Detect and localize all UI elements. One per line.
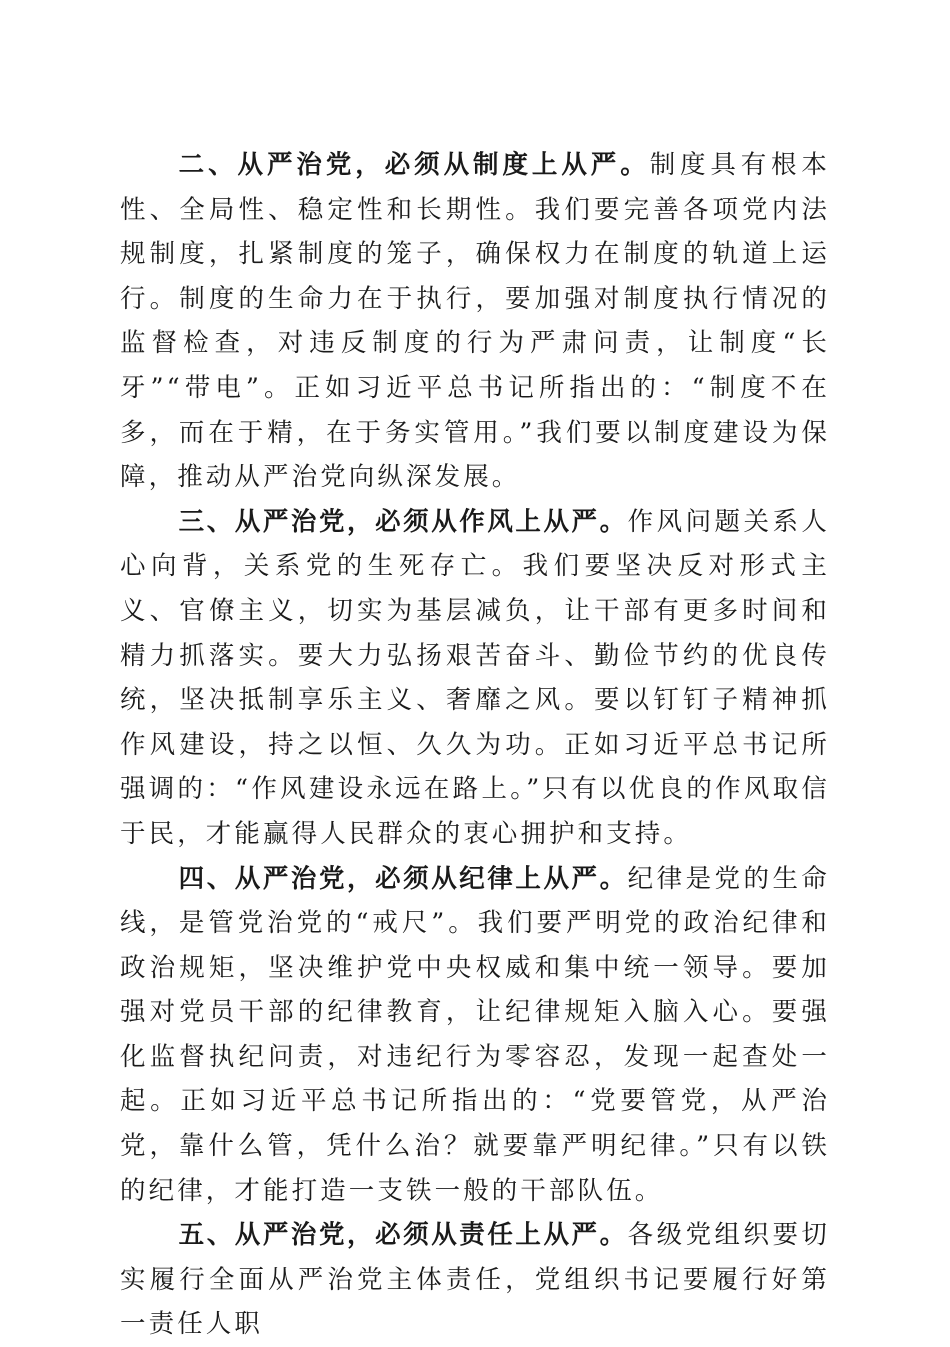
paragraph-text: 作风问题关系人心向背，关系党的生死存亡。我们要坚决反对形式主义、官僚主义，切实为基层减负，让干部有更多时间和精力抓落实。要大力弘扬艰苦奋斗、勤俭节约的优良传统，坚决抵制享乐主义、奢靡之风。要以钉钉子精神抓作风建设，持之以恒、久久为功。正如习近平总书记所强调的：“作风建设永远在路上。”只有以优良的作风取信于民，才能赢得人民群众的衷心拥护和支持。	[120, 506, 831, 849]
paragraph-heading: 五、从严治党，必须从责任上从严。	[178, 1220, 628, 1251]
paragraph-heading: 三、从严治党，必须从作风上从严。	[178, 506, 628, 537]
paragraph-text: 制度具有根本性、全局性、稳定性和长期性。我们要完善各项党内法规制度，扎紧制度的笼子，确保权力在制度的轨道上运行。制度的生命力在于执行，要加强对制度执行情况的监督检查，对违反制度的行为严肃问责，让制度“长牙”“带电”。正如习近平总书记所指出的：“制度不在多，而在于精，在于务实管用。”我们要以制度建设为保障，推动从严治党向纵深发展。	[120, 150, 830, 493]
paragraph-text: 纪律是党的生命线，是管党治党的“戒尺”。我们要严明党的政治纪律和政治规矩，坚决维护党中央权威和集中统一领导。要加强对党员干部的纪律教育，让纪律规矩入脑入心。要强化监督执纪问责，对违纪行为零容忍，发现一起查处一起。正如习近平总书记所指出的：“党要管党，从严治党，靠什么管，凭什么治？就要靠严明纪律。”只有以铁的纪律，才能打造一支铁一般的干部队伍。	[120, 863, 831, 1206]
paragraph-responsibility	[120, 1213, 830, 1347]
document-body	[120, 143, 830, 1347]
paragraph-text: 各级党组织要切实履行全面从严治党主体责任，党组织书记要履行好第一责任人职	[120, 1220, 831, 1340]
paragraph-heading: 二、从严治党，必须从制度上从严。	[178, 150, 650, 180]
paragraph-heading: 四、从严治党，必须从纪律上从严。	[178, 863, 628, 894]
paragraph-work-style	[120, 500, 830, 857]
paragraph-institution	[120, 143, 830, 500]
paragraph-discipline	[120, 857, 830, 1214]
